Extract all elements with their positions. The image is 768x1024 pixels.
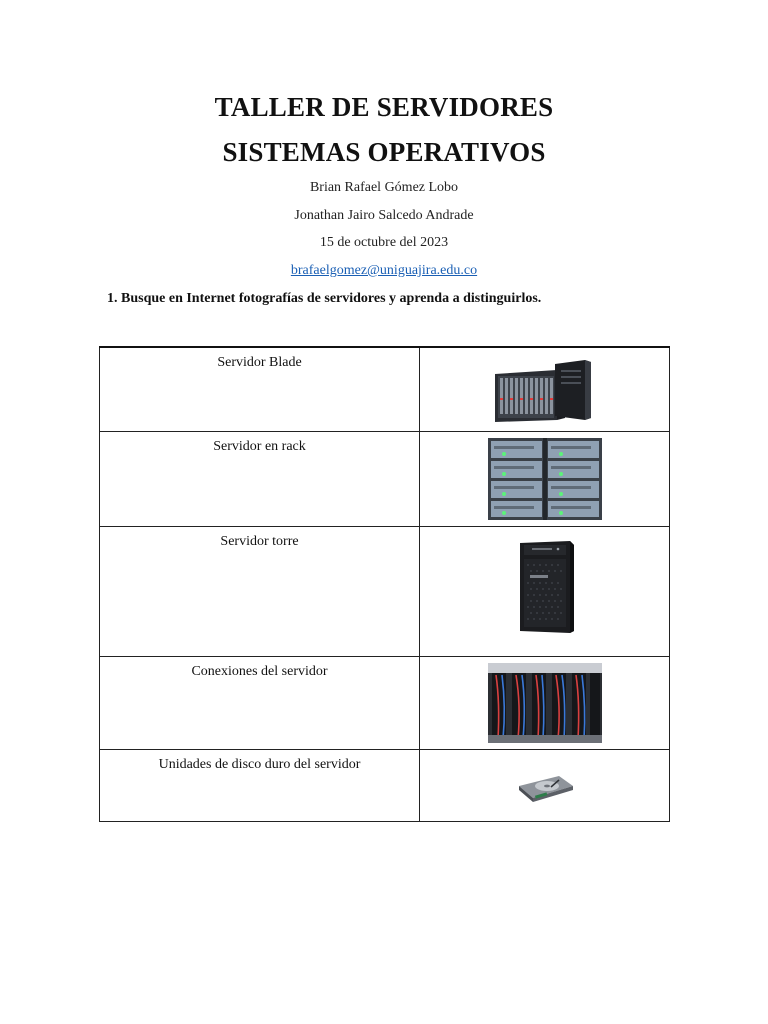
server-cabling-image: [420, 656, 670, 749]
document-date: 15 de octubre del 2023: [319, 235, 449, 250]
servers-table: [99, 346, 670, 822]
table-row: [100, 347, 670, 431]
question-1: 1. Busque en Internet fotografías de servidores y aprenda a distinguirlos.: [107, 291, 542, 306]
blade-server-image: [420, 347, 670, 431]
table-row: [100, 656, 670, 749]
row-label: Conexiones del servidor: [100, 656, 420, 749]
hard-disk-image: [420, 749, 670, 821]
author-name-1: Brian Rafael Gómez Lobo: [309, 180, 459, 195]
row-label: Unidades de disco duro del servidor: [100, 749, 420, 821]
author-name-2: Jonathan Jairo Salcedo Andrade: [294, 208, 474, 223]
tower-server-image: [420, 526, 670, 656]
email-link[interactable]: brafaelgomez@uniguajira.edu.co: [290, 263, 478, 278]
document-title-line2: SISTEMAS OPERATIVOS: [222, 137, 546, 167]
row-label: Servidor torre: [100, 526, 420, 656]
row-label: Servidor Blade: [100, 347, 420, 431]
rack-server-image: [420, 431, 670, 526]
document-title-line1: TALLER DE SERVIDORES: [214, 92, 554, 122]
table-row: [100, 749, 670, 821]
table-row: [100, 431, 670, 526]
table-row: [100, 526, 670, 656]
row-label: Servidor en rack: [100, 431, 420, 526]
